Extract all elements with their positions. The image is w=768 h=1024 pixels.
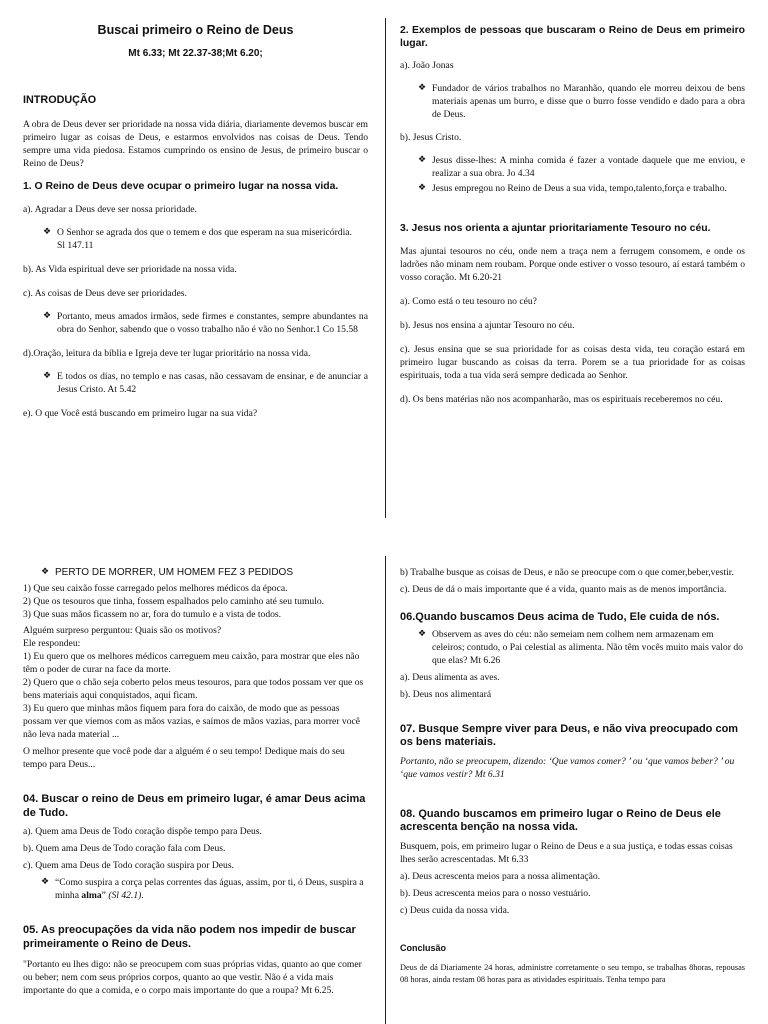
section-3-item-d: d). Os bens matérias não nos acompanharão, mas os espirituais receberemos no céu.	[400, 394, 723, 405]
section-4-item-b: b). Quem ama Deus de Todo coração fala com Deus.	[23, 843, 226, 854]
section-7-text: Portanto, não se preocupem, dizendo: ‘Que vamos comer? ’ ou ‘que vamos beber? ’ ou ‘que vamos vestir? Mt 6.31	[400, 755, 735, 780]
doc-title: Buscai primeiro o Reino de Deus	[97, 23, 294, 37]
conclusion-text: Deus de dá Diariamente 24 horas, administre corretamente o seu tempo, se trabalhas 8horas, repousas 08 horas, ainda restam 08 horas para as atividades espirituais. Tenha tempo para	[400, 962, 745, 984]
diamond-bullet-icon: ❖	[41, 877, 50, 887]
bullet-quote-close: ”	[101, 890, 106, 901]
section-8-heading: 08. Quando buscamos em primeiro lugar o Reino de Deus ele acrescenta benção na nossa vida.	[400, 807, 721, 833]
section-2-bullet-a	[416, 82, 745, 121]
story-answer-intro: Ele respondeu:	[23, 638, 81, 649]
story-heading	[39, 566, 368, 579]
section-4-heading: 04. Buscar o reino de Deus em primeiro lugar, é amar Deus acima de Tudo.	[23, 793, 366, 819]
story-request-1: 1) Que seu caixão fosse carregado pelos melhores médicos da época.	[23, 583, 288, 594]
bullet-text: E todos os dias, no templo e nas casas, não cessavam de ensinar, e de anunciar a Jesus Cristo. At 5.42	[57, 371, 368, 395]
continued-item-c: c). Deus de dá o mais importante que é a vida, quanto mais as de menos importância.	[400, 584, 727, 595]
page1-right-column	[400, 24, 745, 406]
section-1-item-b: b). As Vida espiritual deve ser prioridade na nossa vida.	[23, 264, 237, 275]
bullet-text: Fundador de vários trabalhos no Maranhão, quando ele morreu deixou de bens materiais apenas um burro, e disse que o burro fosse vendido e dado para a obra de Deus.	[432, 83, 745, 120]
section-2-bullet-b2	[416, 182, 745, 195]
section-1-heading: 1. O Reino de Deus deve ocupar o primeiro lugar na nossa vida.	[23, 181, 339, 192]
diamond-bullet-icon: ❖	[418, 83, 427, 93]
intro-heading: INTRODUÇÃO	[23, 94, 97, 106]
bullet-text: Jesus disse-lhes: A minha comida é fazer a vontade daquele que me enviou, e realizar a sua obra. Jo 4.34	[432, 155, 745, 179]
column-divider-bottom	[385, 556, 386, 1024]
section-7-heading: 07. Busque Sempre viver para Deus, e não viva preocupado com os bens materiais.	[400, 722, 739, 748]
diamond-bullet-icon: ❖	[418, 155, 427, 165]
section-1-item-d: d).Oração, leitura da bíblia e Igreja deve ter lugar prioritário na nossa vida.	[23, 348, 311, 359]
section-1-bullet-d	[41, 370, 368, 396]
section-6-item-a: a). Deus alimenta as aves.	[400, 671, 500, 683]
diamond-bullet-icon: ❖	[41, 567, 50, 577]
bullet-quote-text: “Como suspira a corça pelas correntes das águas, assim, por ti, ó Deus, suspira a minha	[55, 877, 364, 901]
section-1-bullet-c	[41, 310, 368, 336]
diamond-bullet-icon: ❖	[43, 311, 52, 321]
section-8-item-a: a). Deus acrescenta meios para a nossa alimentação.	[400, 870, 601, 882]
story-answer-2: 2) Quero que o chão seja coberto pelos meus tesouros, para que todos possam ver que os bens materiais aqui conquistados, aqui ficam.	[23, 677, 364, 701]
section-2-bullet-b1	[416, 154, 745, 180]
bullet-text: O Senhor se agrada dos que o temem e dos que esperam na sua misericórdia.	[57, 227, 352, 238]
doc-references: Mt 6.33; Mt 22.37-38;Mt 6.20;	[128, 48, 263, 59]
section-2-heading: 2. Exemplos de pessoas que buscaram o Reino de Deus em primeiro lugar.	[400, 25, 745, 49]
bullet-text: Observem as aves do céu: não semeiam nem colhem nem armazenam em celeiros; contudo, o Pai celestial as alimenta. Não têm vocês muito mais valor do que elas? Mt 6.26	[432, 628, 743, 666]
diamond-bullet-icon: ❖	[418, 183, 427, 193]
section-2-item-a: a). João Jonas	[400, 60, 454, 71]
section-1-item-e: e). O que Você está buscando em primeiro lugar na sua vida?	[23, 408, 258, 419]
section-2-item-b: b). Jesus Cristo.	[400, 132, 462, 143]
bullet-reference: Sl 147.11	[57, 240, 94, 251]
diamond-bullet-icon: ❖	[418, 628, 427, 639]
section-3-item-a: a). Como está o teu tesouro no céu?	[400, 296, 537, 307]
continued-item-b: b) Trabalhe busque as coisas de Deus, e não se preocupe com o que comer,beber,vestir.	[400, 567, 734, 578]
story-request-3: 3) Que suas mãos ficassem no ar, fora do tumulo e a vista de todos.	[23, 609, 282, 620]
section-8-item-b: b). Deus acrescenta meios para o nosso vestuário.	[400, 887, 591, 899]
bullet-text: Jesus empregou no Reino de Deus a sua vida, tempo,talento,força e trabalho.	[432, 183, 727, 194]
section-4-item-c: c). Quem ama Deus de Todo coração suspira por Deus.	[23, 860, 234, 871]
section-8-text: Busquem, pois, em primeiro lugar o Reino de Deus e a sua justiça, e todas essas coisas lhes serão acrescentadas. Mt 6.33	[400, 840, 733, 865]
story-answer-3: 3) Eu quero que minhas mãos fiquem para fora do caixão, de modo que as pessoas possam ver que viemos com as mãos vazias, e saímos de mãos vazias, para morrer você não leva nada material ...	[23, 703, 361, 740]
bullet-text: Portanto, meus amados irmãos, sede firmes e constantes, sempre abundantes na obra do Senhor, sabendo que o vosso trabalho não é vão no Senhor.1 Co 15.58	[57, 311, 368, 335]
section-6-heading: 06.Quando buscamos Deus acima de Tudo, Ele cuida de nós.	[400, 611, 720, 623]
section-4-item-a: a). Quem ama Deus de Todo coração dispõe tempo para Deus.	[23, 826, 262, 837]
story-closing: O melhor presente que você pode dar a alguém é o seu tempo! Dedique mais do seu tempo para Deus...	[23, 746, 345, 770]
section-5-heading: 05. As preocupações da vida não podem nos impedir de buscar primeiramente o Reino de Deus.	[23, 924, 356, 950]
section-4-bullet	[39, 876, 368, 902]
diamond-bullet-icon: ❖	[43, 371, 52, 381]
bullet-quote-bold-word: alma	[81, 890, 102, 901]
section-3-heading: 3. Jesus nos orienta a ajuntar prioritariamente Tesouro no céu.	[400, 223, 711, 234]
diamond-bullet-icon: ❖	[43, 227, 52, 237]
section-3-text: Mas ajuntai tesouros no céu, onde nem a traça nem a ferrugem consomem, e onde os ladrões não minam nem roubam. Porque onde estiver o vosso tesouro, aí estará também o vosso coração. Mt 6.20-21	[400, 246, 745, 283]
story-question: Alguém surpreso perguntou: Quais são os motivos?	[23, 625, 222, 636]
page1-left-column	[23, 22, 368, 420]
section-5-text: "Portanto eu lhes digo: não se preocupem com suas próprias vidas, quanto ao que comer ou beber; nem com seus próprios corpos, quanto ao que vestir. Não é a vida mais importante do que a comida, e o corpo mais importante do que a roupa? Mt 6.25.	[23, 959, 362, 996]
story-answer-1: 1) Eu quero que os melhores médicos carreguem meu caixão, para mostrar que eles não têm o poder de curar na face da morte.	[23, 651, 360, 675]
conclusion-heading: Conclusão	[400, 942, 447, 953]
column-divider-top	[385, 18, 386, 518]
section-3-item-b: b). Jesus nos ensina a ajuntar Tesouro no céu.	[400, 320, 575, 331]
page2-left-column	[23, 566, 368, 997]
intro-text: A obra de Deus dever ser prioridade na nossa vida diária, diariamente devemos buscar em primeiro lugar as coisas de Deus, e estarmos envolvidos nas coisas de Deus. Tendo sempre uma vida piedosa. Estamos cumprindo os ensino de Jesus, de primeiro buscar o Reino de Deus?	[23, 119, 368, 169]
page2-right-column	[400, 566, 745, 987]
section-1-item-c: c). As coisas de Deus deve ser prioridades.	[23, 288, 187, 299]
story-heading-text: PERTO DE MORRER, UM HOMEM FEZ 3 PEDIDOS	[55, 567, 293, 578]
bullet-quote-reference: (Sl 42.1).	[105, 890, 144, 901]
section-8-item-c: c) Deus cuida da nossa vida.	[400, 904, 510, 916]
section-6-bullet	[416, 628, 745, 667]
section-6-item-b: b). Deus nos alimentará	[400, 688, 492, 700]
section-1-item-a: a). Agradar a Deus deve ser nossa prioridade.	[23, 204, 197, 215]
story-request-2: 2) Que os tesouros que tinha, fossem espalhados pelo caminho até seu tumulo.	[23, 596, 325, 607]
section-1-bullet-a	[41, 226, 368, 252]
section-3-item-c: c). Jesus ensina que se sua prioridade for as coisas desta vida, teu coração estará em primeiro lugar buscando as coisas da terra. Porem se a tua prioridade for as coisas espirituais, toda a tua vida será sempre dedicada ao Senhor.	[400, 344, 745, 381]
